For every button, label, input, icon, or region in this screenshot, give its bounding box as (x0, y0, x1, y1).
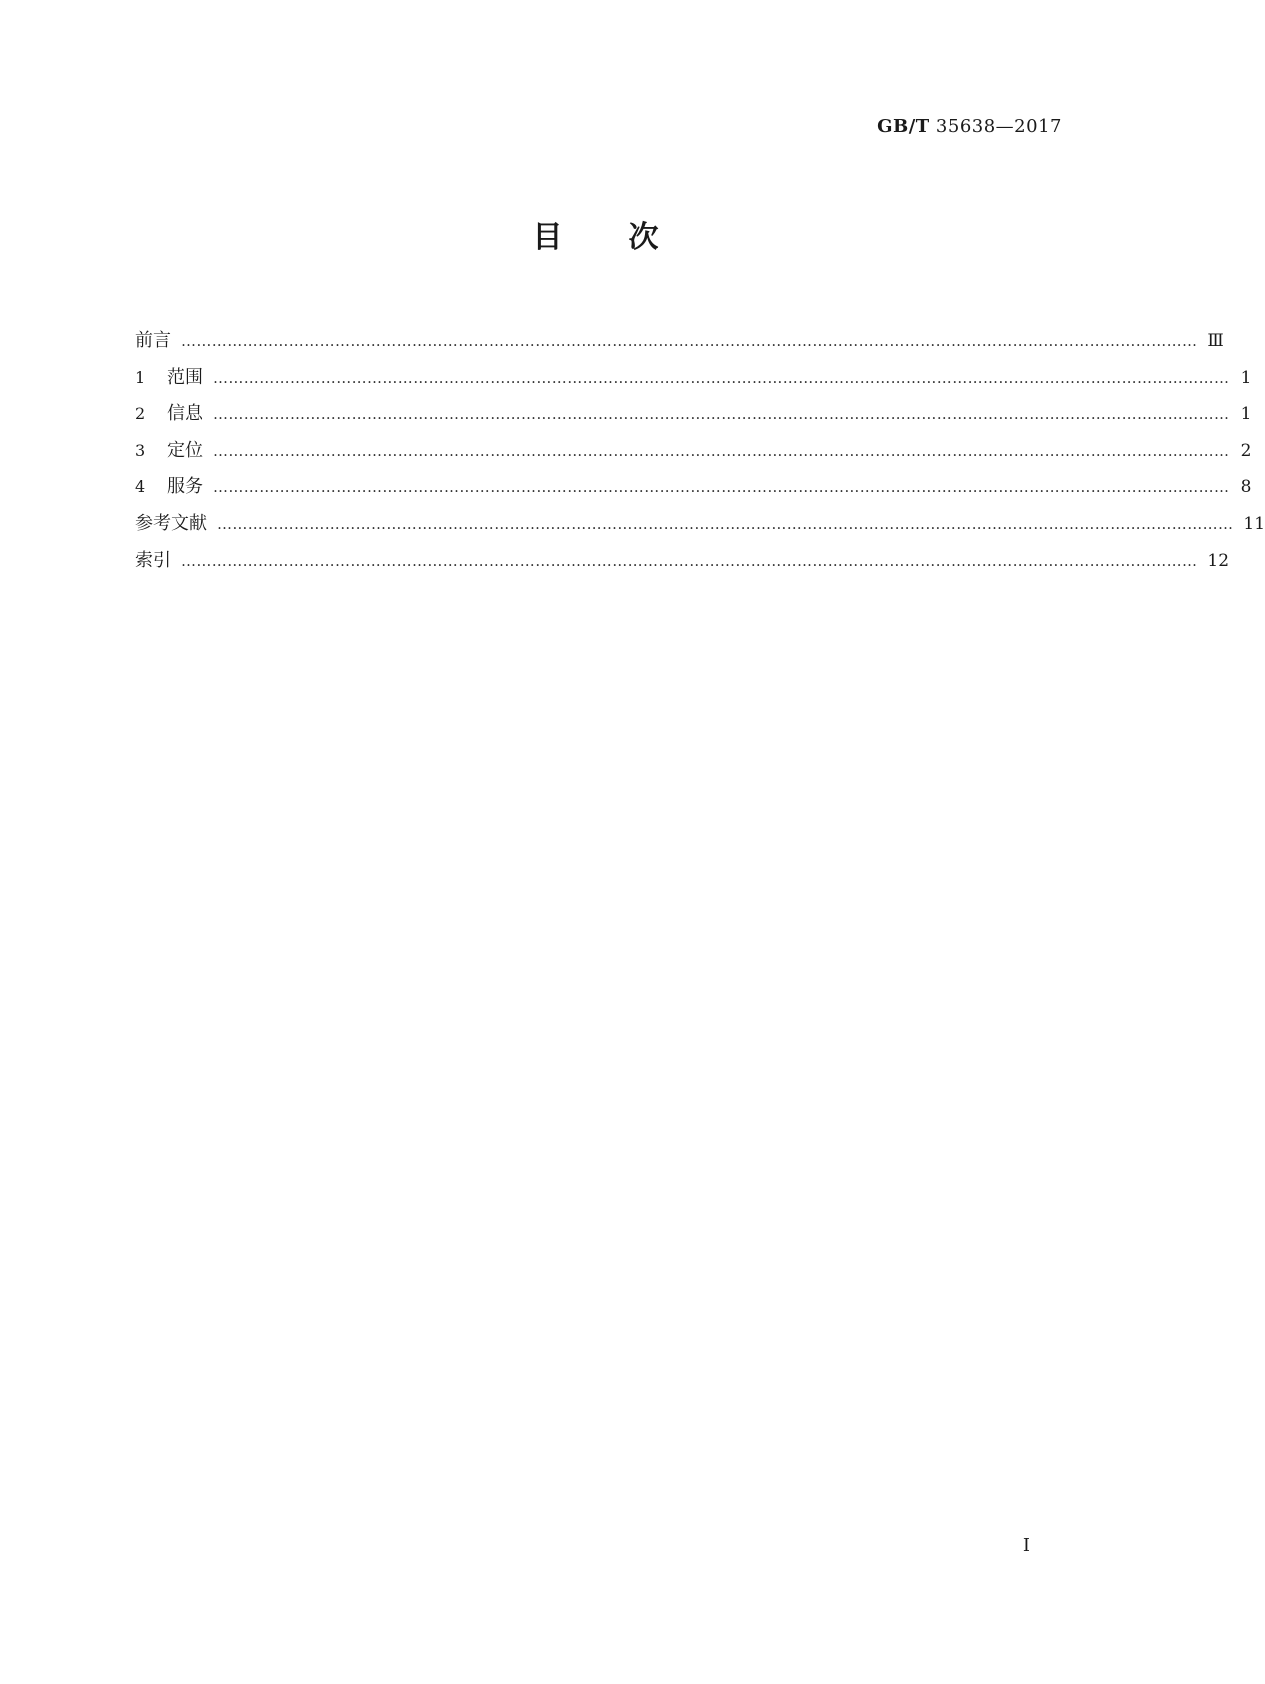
toc-leader-dots: ……………………………………………………………………………………………………………………………………………………………………………… (181, 332, 1198, 350)
toc-entry-scope[interactable] (135, 363, 1252, 400)
toc-leader-dots: ……………………………………………………………………………………………………………………………………………………………………………… (217, 514, 1234, 533)
table-of-contents (135, 326, 1265, 582)
toc-entry-service[interactable] (135, 472, 1252, 509)
toc-entry-label: 索引 (135, 549, 171, 571)
toc-entry-information[interactable] (135, 399, 1252, 436)
toc-leader-dots: ……………………………………………………………………………………………………………………………………………………………………………… (213, 441, 1230, 460)
toc-leader-dots: ……………………………………………………………………………………………………………………………………………………………………………… (181, 551, 1198, 570)
toc-entry-positioning[interactable] (135, 436, 1252, 473)
standard-number (877, 116, 1062, 137)
toc-entry-label: 信息 (167, 403, 203, 425)
toc-entry-label: 服务 (167, 476, 203, 498)
toc-entry-references[interactable] (135, 509, 1265, 546)
toc-entry-page: 1 (1240, 367, 1252, 388)
toc-leader-dots: ……………………………………………………………………………………………………………………………………………………………………………… (213, 405, 1230, 424)
toc-entry-number: 1 (135, 367, 146, 387)
title-char-1: 目 (532, 220, 563, 255)
toc-entry-label: 定位 (167, 439, 203, 461)
toc-entry-number: 2 (135, 404, 146, 424)
toc-entry-index[interactable] (135, 546, 1230, 583)
toc-entry-page: 2 (1240, 440, 1252, 461)
toc-entry-label: 前言 (135, 330, 171, 351)
toc-entry-page: 12 (1207, 550, 1230, 571)
toc-entry-page: 1 (1240, 404, 1252, 425)
standard-code: 35638—2017 (935, 116, 1062, 137)
toc-entry-label: 范围 (167, 366, 203, 388)
title-char-2: 次 (628, 220, 659, 255)
toc-entry-label: 参考文献 (135, 512, 207, 534)
page-title (0, 212, 1191, 256)
toc-entry-page: Ⅲ (1207, 331, 1224, 351)
standard-prefix: GB/T (877, 116, 930, 137)
toc-entry-number: 4 (135, 477, 146, 497)
toc-entry-number: 3 (135, 440, 146, 460)
page-number: Ⅰ (1022, 1535, 1030, 1556)
toc-leader-dots: ……………………………………………………………………………………………………………………………………………………………………………… (213, 368, 1230, 387)
toc-entry-foreword[interactable] (135, 326, 1224, 363)
toc-entry-page: 11 (1243, 513, 1265, 534)
toc-entry-page: 8 (1240, 477, 1252, 498)
toc-leader-dots: ……………………………………………………………………………………………………………………………………………………………………………… (213, 478, 1230, 497)
